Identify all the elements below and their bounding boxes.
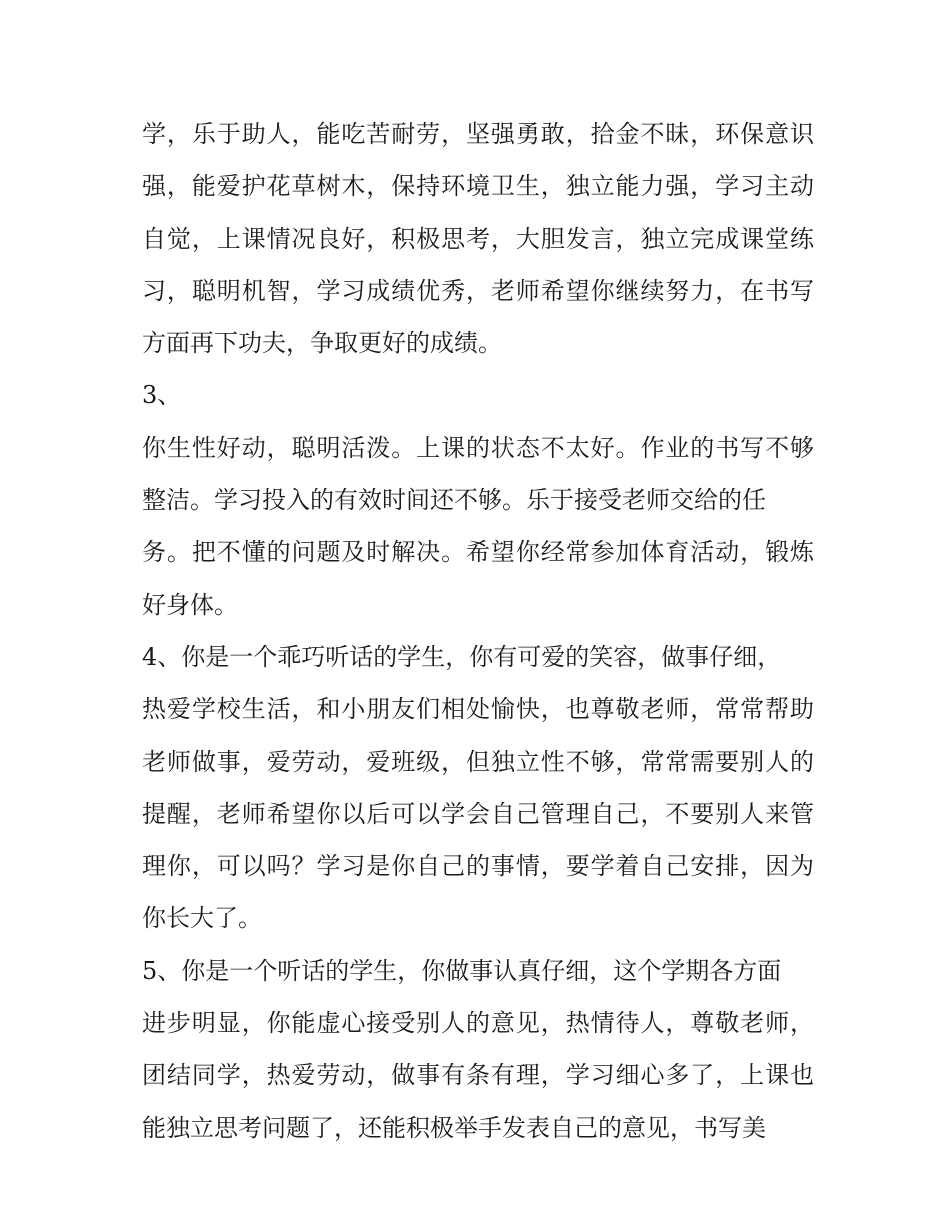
text-line: 提醒，老师希望你以后可以学会自己管理自己，不要别人来管 <box>142 799 814 828</box>
paragraph-3-number <box>142 369 814 421</box>
text-line: 强，能爱护花草树木，保持环境卫生，独立能力强，学习主动 <box>142 172 814 201</box>
text-line: 能独立思考问题了，还能积极举手发表自己的意见，书写美 <box>142 1113 766 1142</box>
text-line: 5、你是一个听话的学生，你做事认真仔细，这个学期各方面 <box>142 956 782 985</box>
text-line: 进步明显，你能虚心接受别人的意见，热情待人，尊敬老师， <box>142 1009 814 1038</box>
text-line: 你长大了。 <box>142 904 262 933</box>
paragraph-5 <box>142 945 814 1154</box>
text-line: 务。把不懂的问题及时解决。希望你经常参加体育活动，锻炼 <box>142 538 814 567</box>
text-line: 老师做事，爱劳动，爱班级，但独立性不够，常常需要别人的 <box>142 747 814 776</box>
text-line: 你生性好动，聪明活泼。上课的状态不太好。作业的书写不够 <box>142 433 814 462</box>
text-line: 4、你是一个乖巧听话的学生，你有可爱的笑容，做事仔细， <box>142 642 782 671</box>
item-number: 3、 <box>142 381 182 410</box>
paragraph-4 <box>142 631 814 945</box>
paragraph-3 <box>142 422 814 631</box>
text-line: 理你，可以吗？学习是你自己的事情，要学着自己安排，因为 <box>142 852 814 881</box>
paragraph-2-continued <box>142 108 814 369</box>
text-line: 学，乐于助人，能吃苦耐劳，坚强勇敢，拾金不昧，环保意识 <box>142 120 814 148</box>
text-line: 整洁。学习投入的有效时间还不够。乐于接受老师交给的任 <box>142 486 766 515</box>
text-line: 团结同学，热爱劳动，做事有条有理，学习细心多了，上课也 <box>142 1061 814 1090</box>
text-line: 好身体。 <box>142 590 238 619</box>
text-line: 习，聪明机智，学习成绩优秀，老师希望你继续努力，在书写 <box>142 276 814 305</box>
text-line: 自觉，上课情况良好，积极思考，大胆发言，独立完成课堂练 <box>142 224 814 253</box>
text-line: 方面再下功夫，争取更好的成绩。 <box>142 329 502 358</box>
document-body <box>142 108 814 1154</box>
text-line: 热爱学校生活，和小朋友们相处愉快，也尊敬老师，常常帮助 <box>142 695 814 724</box>
